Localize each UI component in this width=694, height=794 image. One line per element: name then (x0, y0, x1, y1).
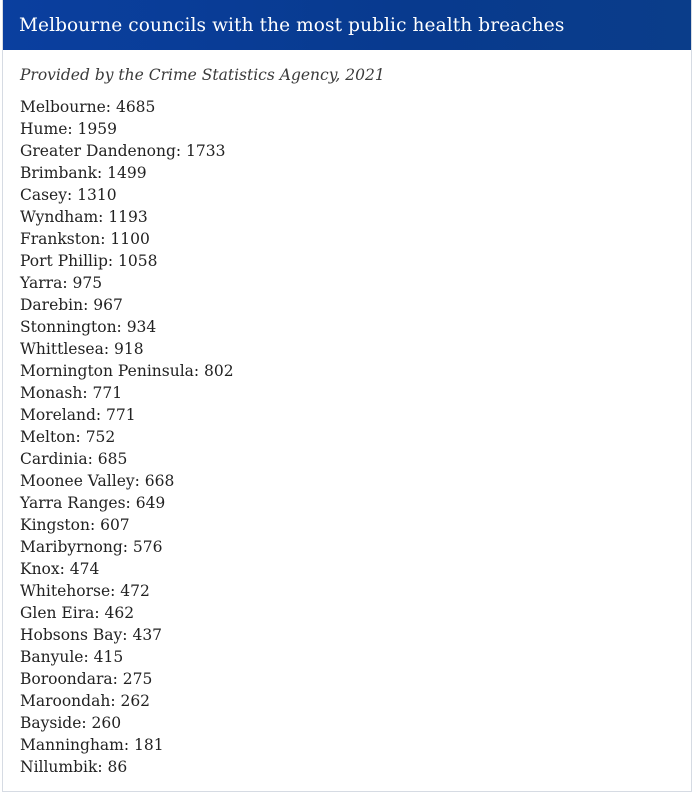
source-caption: Provided by the Crime Statistics Agency, 2021 (20, 66, 385, 84)
council-list-item: Bayside: 260 (20, 714, 122, 732)
council-list-item: Kingston: 607 (20, 516, 130, 534)
council-list-item: Hobsons Bay: 437 (20, 626, 163, 644)
council-list-item: Moonee Valley: 668 (20, 472, 175, 490)
council-list-item: Monash: 771 (20, 384, 123, 402)
council-list-item: Hume: 1959 (20, 120, 117, 138)
council-list-item: Frankston: 1100 (20, 230, 150, 248)
council-list-item: Whittlesea: 918 (20, 340, 144, 358)
council-list-item: Darebin: 967 (20, 296, 123, 314)
council-list-item: Nillumbik: 86 (20, 758, 128, 776)
panel-title: Melbourne councils with the most public health breaches (19, 14, 565, 36)
council-list-item: Greater Dandenong: 1733 (20, 142, 226, 160)
council-list-item: Cardinia: 685 (20, 450, 128, 468)
council-list-item: Mornington Peninsula: 802 (20, 362, 234, 380)
council-list-item: Stonnington: 934 (20, 318, 157, 336)
panel-header (3, 0, 691, 50)
council-list-item: Maribyrnong: 576 (20, 538, 163, 556)
council-list-item: Yarra: 975 (20, 274, 103, 292)
council-list-item: Manningham: 181 (20, 736, 164, 754)
council-list-item: Banyule: 415 (20, 648, 124, 666)
council-list-item: Melton: 752 (20, 428, 116, 446)
council-list-item: Maroondah: 262 (20, 692, 151, 710)
council-list (20, 96, 691, 778)
council-list-item: Yarra Ranges: 649 (20, 494, 166, 512)
council-list-item: Knox: 474 (20, 560, 100, 578)
breaches-panel (2, 0, 692, 792)
council-list-item: Wyndham: 1193 (20, 208, 148, 226)
council-list-item: Whitehorse: 472 (20, 582, 150, 600)
council-list-item: Casey: 1310 (20, 186, 117, 204)
council-list-item: Boroondara: 275 (20, 670, 153, 688)
council-list-item: Moreland: 771 (20, 406, 136, 424)
council-list-item: Melbourne: 4685 (20, 98, 156, 116)
council-list-item: Brimbank: 1499 (20, 164, 147, 182)
council-list-item: Glen Eira: 462 (20, 604, 135, 622)
council-list-item: Port Phillip: 1058 (20, 252, 158, 270)
